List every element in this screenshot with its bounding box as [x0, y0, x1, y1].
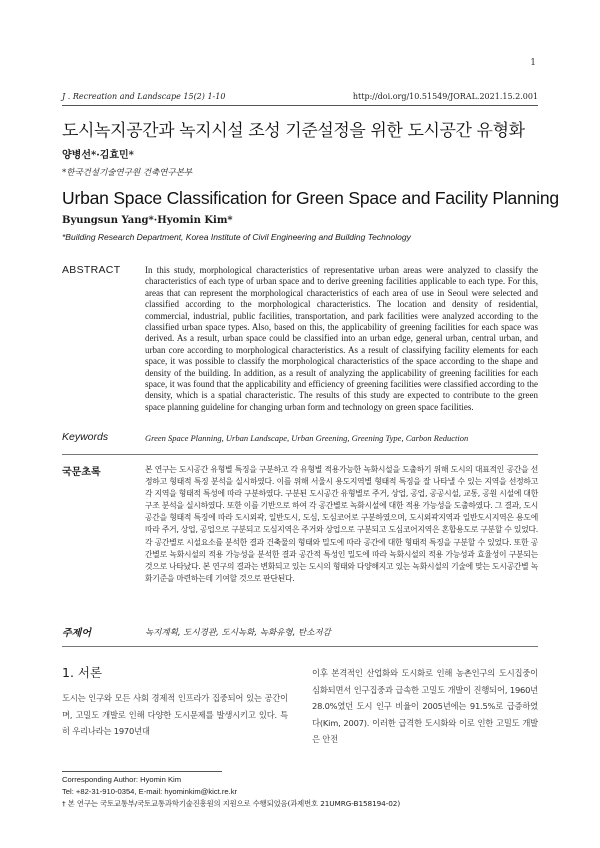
- english-authors: Byungsun Yang*·Hyomin Kim*: [62, 215, 233, 226]
- korean-keywords-text: 녹지계획, 도시경관, 도시녹화, 녹화유형, 탄소저감: [145, 628, 331, 638]
- corresponding-author: Corresponding Author: Hyomin Kim: [62, 775, 182, 784]
- english-affiliation: *Building Research Department, Korea Institute of Civil Engineering and Building Technology: [62, 232, 411, 242]
- header-divider: [62, 105, 538, 106]
- page-number: 1: [530, 58, 536, 68]
- korean-abstract-text: 본 연구는 도시공간 유형별 특징을 구분하고 각 유형별 적용가능한 녹화시설을 도출하기 위해 도시의 대표적인 공간을 선정하고 형태적 특징 분석을 실시하였다. 이를 위해 서울시 용도지역별 형태적 특징을 잘 나타낼 수 있는 지역을 선정하고 각 지역을 형태적 특성에 따라 구분하였다. 구분된 도시공간 유형별로 주거, 상업, 공업, 공공시설, 교통, 공원 시설에 대한 구조 분석을 실시하였다. 또한 이를 기반으로 하여 각 공간별로 녹화시설에 대한 적용 가능성을 도출하였다. 그 결과, 도시 공간을 형태적 특징에 따라 도시외곽, 일반도시, 도심, 도심코어로 구분하였으며, 도시외곽지역과 일반도시지역은 용도에 따라 주거, 상업, 공업으로 구분되고 도심지역은 주거와 상업으로 구분되고 도심코어지역은 혼합용도로 구분할 수 있었다. 각 공간별로 시설요소를 분석한 결과 건축물의 형태와 밀도에 따라 공간에 대한 형태적 특징을 구분할 수 있었다. 또한 공간별로 녹화시설의 적용 가능성을 분석한 결과 공간적 특성인 밀도에 따라 녹화시설의 적용 가능성과 효율성이 구분되는 것으로 나타났다. 본 연구의 결과는 변화되고 있는 도시의 형태와 다양해지고 있는 녹화시설의 기술에 맞는 도시공간별 녹화기준을 마련하는데 기여할 것으로 판단된다.: [145, 465, 538, 583]
- journal-citation: J . Recreation and Landscape 15(2) 1-10: [62, 92, 226, 101]
- footnote-divider: [62, 771, 222, 772]
- contact-info: Tel: +82-31-910-0354, E-mail: hyominkim@kict.re.kr: [62, 787, 238, 796]
- doi-link[interactable]: http://doi.org/10.51549/JORAL.2021.15.2.001: [352, 92, 538, 101]
- body-column-left: 도시는 인구와 모든 사회 경제적 인프라가 집중되어 있는 공간이며, 고밀도 개발로 인해 다양한 도시문제를 발생시키고 있다. 특히 우리나라는 1970년대: [62, 693, 288, 736]
- keywords-text: Green Space Planning, Urban Landscape, Urban Greening, Greening Type, Carbon Reduction: [145, 433, 469, 443]
- keywords-divider: [62, 454, 538, 455]
- korean-abstract-label: 국문초록: [62, 467, 101, 478]
- abstract-text: In this study, morphological characteristics of representative urban areas were analyzed to classify the characteristics of each type of urban space and to derive greening facilities applicable to each type. For this, areas that can represent the morphological characteristics of each area of use in Seoul were selected and classified according to the morphological characteristics. The location and density of residential, commercial, industrial, public facilities, transportation, and park facilities were analyzed according to the classified urban space types. Also, based on this, the applicability of greening facilities for each space was derived. As a result, urban space could be classified into an urban edge, general urban, central urban, and urban core according to morphological characteristics. As a result of classifying facility elements for each space, it was possible to classify the morphological characteristics of the space according to the shape and density of the building. In addition, as a result of analyzing the applicability of greening facilities for each space, it was found that the applicability and efficiency of greening facilities were classified according to the density, which is a spatial characteristic. The results of this study are expected to contribute to the green space planning guideline for changing urban form and technology on green space facilities.: [145, 265, 538, 412]
- korean-keywords-divider: [62, 646, 538, 647]
- keywords-label: Keywords: [62, 431, 109, 443]
- korean-keywords-label: 주제어: [62, 628, 91, 639]
- section-heading: 1. 서론: [62, 665, 103, 680]
- korean-title: 도시녹지공간과 녹지시설 조성 기준설정을 위한 도시공간 유형화: [62, 121, 525, 141]
- english-title: Urban Space Classification for Green Space and Facility Planning: [62, 188, 559, 208]
- running-head: [62, 92, 538, 106]
- korean-authors: 양병선*·김효민*: [62, 150, 134, 161]
- funding-note: † 본 연구는 국토교통부/국토교통과학기술진흥원의 지원으로 수행되었음(과제번호 21UMRG-B158194-02): [62, 799, 401, 808]
- body-column-right: 이후 본격적인 산업화와 도시화로 인해 농촌인구의 도시집중이 심화되면서 인구집중과 급속한 고밀도 개발이 진행되어, 1960년 28.0%였던 도시 인구 비율이 2005년에는 91.5%로 급증하였다(Kim, 2007). 이러한 급격한 도시화와 이로 인한 고밀도 개발은 안전: [312, 668, 538, 744]
- abstract-label: ABSTRACT: [62, 264, 121, 276]
- korean-affiliation: *한국건설기술연구원 건축연구본부: [62, 168, 193, 178]
